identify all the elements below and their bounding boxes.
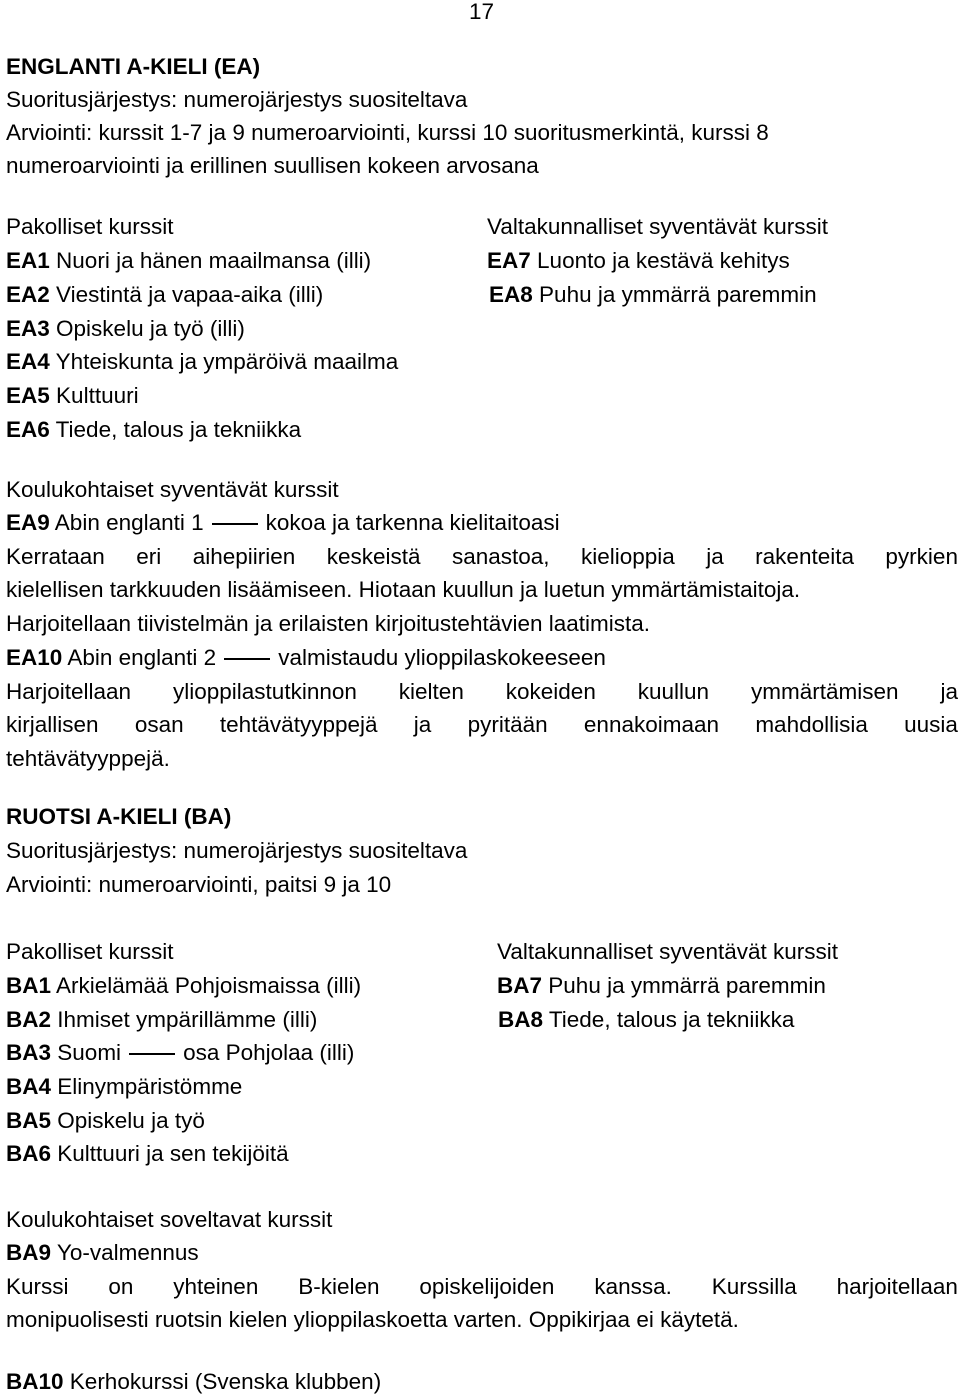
course-item: EA5 Kulttuuri [6, 383, 139, 408]
course-item: EA4 Yhteiskunta ja ympäröivä maailma [6, 349, 399, 374]
course-item: BA10 Kerhokurssi (Svenska klubben) [6, 1369, 382, 1394]
swedish-order: Suoritusjärjestys: numerojärjestys suositeltava [6, 838, 468, 863]
ea10-description-line: tehtävätyyppejä. [6, 746, 170, 771]
english-national-header: Valtakunnalliset syventävät kurssit [487, 214, 828, 239]
course-item: BA2 Ihmiset ympärillämme (illi) [6, 1007, 318, 1032]
ba9-description-line: monipuolisesti ruotsin kielen ylioppilaskoetta varten. Oppikirjaa ei käytetä. [6, 1307, 739, 1332]
ea9-description-line: Harjoitellaan tiivistelmän ja erilaisten kirjoitustehtävien laatimista. [6, 611, 651, 636]
swedish-mandatory-header: Pakolliset kurssit [6, 939, 174, 964]
english-mandatory-header: Pakolliset kurssit [6, 214, 174, 239]
dash-divider [129, 1053, 175, 1055]
dash-divider [224, 658, 270, 660]
course-item: EA7 Luonto ja kestävä kehitys [487, 248, 790, 273]
swedish-national-header: Valtakunnalliset syventävät kurssit [497, 939, 838, 964]
english-grading-1: Arviointi: kurssit 1-7 ja 9 numeroarviointi, kurssi 10 suoritusmerkintä, kurssi 8 [6, 120, 769, 145]
course-item: BA8 Tiede, talous ja tekniikka [498, 1007, 795, 1032]
course-item: EA9 Abin englanti 1 kokoa ja tarkenna kielitaitoasi [6, 510, 560, 535]
ea9-description-line: Kerrataan eri aihepiirien keskeistä sanastoa, kielioppia ja rakenteita pyrkien [6, 544, 958, 569]
english-title: ENGLANTI A-KIELI (EA) [6, 54, 261, 79]
dash-divider [212, 523, 258, 525]
course-item: EA6 Tiede, talous ja tekniikka [6, 417, 302, 442]
course-item: BA9 Yo-valmennus [6, 1240, 199, 1265]
course-item: EA2 Viestintä ja vapaa-aika (illi) [6, 282, 324, 307]
course-item: BA6 Kulttuuri ja sen tekijöitä [6, 1141, 289, 1166]
swedish-applied-header: Koulukohtaiset soveltavat kurssit [6, 1207, 333, 1232]
course-item: EA8 Puhu ja ymmärrä paremmin [489, 282, 817, 307]
course-item: EA3 Opiskelu ja työ (illi) [6, 316, 245, 341]
course-item: BA3 Suomi osa Pohjolaa (illi) [6, 1040, 355, 1065]
swedish-title: RUOTSI A-KIELI (BA) [6, 804, 232, 829]
page-number: 17 [469, 0, 495, 24]
course-item: EA1 Nuori ja hänen maailmansa (illi) [6, 248, 372, 273]
course-item: BA7 Puhu ja ymmärrä paremmin [497, 973, 826, 998]
english-school-header: Koulukohtaiset syventävät kurssit [6, 477, 339, 502]
course-item: BA4 Elinympäristömme [6, 1074, 243, 1099]
course-item: EA10 Abin englanti 2 valmistaudu ylioppilaskokeeseen [6, 645, 606, 670]
english-order: Suoritusjärjestys: numerojärjestys suositeltava [6, 87, 468, 112]
ba9-description-line: Kurssi on yhteinen B-kielen opiskelijoiden kanssa. Kurssilla harjoitellaan [6, 1274, 958, 1299]
course-item: BA1 Arkielämää Pohjoismaissa (illi) [6, 973, 362, 998]
ea10-description-line: Harjoitellaan ylioppilastutkinnon kielten kokeiden kuullun ymmärtämisen ja [6, 679, 958, 704]
english-grading-2: numeroarviointi ja erillinen suullisen kokeen arvosana [6, 153, 539, 178]
swedish-grading: Arviointi: numeroarviointi, paitsi 9 ja 10 [6, 872, 392, 897]
ea9-description-line: kielellisen tarkkuuden lisäämiseen. Hiotaan kuullun ja luetun ymmärtämistaitoja. [6, 577, 801, 602]
ea10-description-line: kirjallisen osan tehtävätyyppejä ja pyritään ennakoimaan mahdollisia uusia [6, 712, 958, 737]
course-item: BA5 Opiskelu ja työ [6, 1108, 205, 1133]
